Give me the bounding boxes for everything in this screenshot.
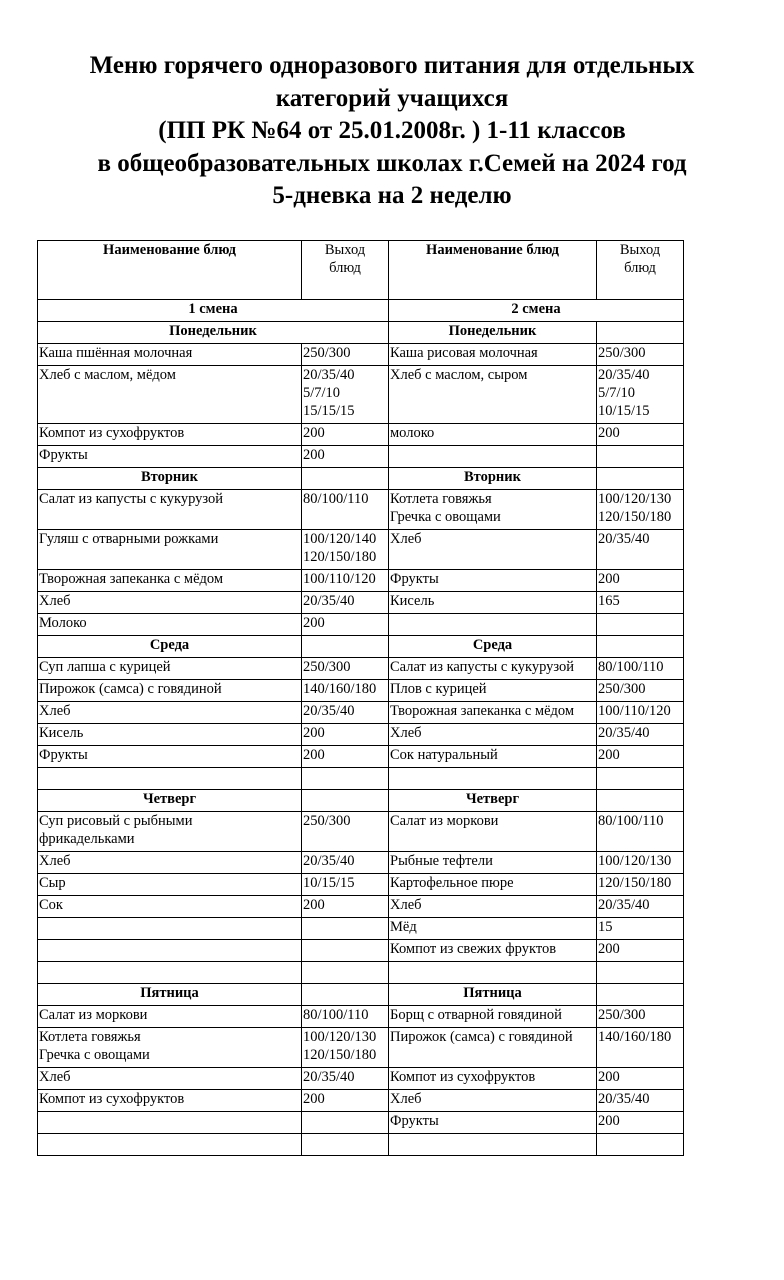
yield-shift1: [302, 1134, 389, 1156]
shift-row: [38, 300, 684, 322]
yield-shift1: 20/35/40 5/7/10 15/15/15: [302, 366, 389, 424]
yield-shift1: 200: [302, 724, 389, 746]
title-line: Меню горячего одноразового питания для отдельных: [89, 52, 695, 79]
menu-row: [38, 918, 684, 940]
menu-row: [38, 852, 684, 874]
yield-shift2: 20/35/40: [597, 724, 684, 746]
yield-shift2: 200: [597, 746, 684, 768]
dish-shift2: Хлеб с маслом, сыром: [389, 366, 597, 424]
title-line: в общеобразовательных школах г.Семей на 2024 год: [97, 149, 687, 177]
menu-table: [37, 240, 684, 1156]
dish-shift2: [389, 1134, 597, 1156]
dish-shift2: Хлеб: [389, 530, 597, 570]
empty-cell: [302, 984, 389, 1006]
dish-shift1: Салат из моркови: [38, 1006, 302, 1028]
yield-shift2: 200: [597, 1112, 684, 1134]
dish-shift2: Хлеб: [389, 724, 597, 746]
menu-row: [38, 1068, 684, 1090]
day-label-shift2: Вторник: [389, 468, 597, 490]
yield-shift1: 20/35/40: [302, 1068, 389, 1090]
dish-shift1: [38, 768, 302, 790]
dish-shift1: Пирожок (самса) с говядиной: [38, 680, 302, 702]
yield-shift1: 250/300: [302, 344, 389, 366]
day-row: [38, 790, 684, 812]
column-header-yield-shift2: Выход блюд: [597, 241, 684, 300]
dish-shift2: Салат из моркови: [389, 812, 597, 852]
dish-shift2: Рыбные тефтели: [389, 852, 597, 874]
yield-shift2: 80/100/110: [597, 812, 684, 852]
yield-shift1: 100/110/120: [302, 570, 389, 592]
dish-shift1: Фрукты: [38, 746, 302, 768]
yield-shift2: 100/110/120: [597, 702, 684, 724]
day-label-shift1: Вторник: [38, 468, 302, 490]
yield-shift2: 20/35/40: [597, 896, 684, 918]
document-title: [0, 50, 784, 213]
dish-shift2: Салат из капусты с кукурузой: [389, 658, 597, 680]
dish-shift1: Молоко: [38, 614, 302, 636]
dish-shift1: Фрукты: [38, 446, 302, 468]
menu-row: [38, 446, 684, 468]
dish-shift1: Сок: [38, 896, 302, 918]
menu-row: [38, 1134, 684, 1156]
yield-shift2: 250/300: [597, 344, 684, 366]
day-label-shift1: Пятница: [38, 984, 302, 1006]
yield-shift1: 10/15/15: [302, 874, 389, 896]
title-line: (ПП РК №64 от 25.01.2008г. ) 1-11 классов: [158, 117, 626, 144]
dish-shift1: Хлеб: [38, 702, 302, 724]
menu-row: [38, 530, 684, 570]
dish-shift2: Хлеб: [389, 896, 597, 918]
dish-shift2: Фрукты: [389, 1112, 597, 1134]
yield-shift2: 20/35/40: [597, 530, 684, 570]
yield-shift1: 80/100/110: [302, 490, 389, 530]
dish-shift2: [389, 446, 597, 468]
yield-shift2: 250/300: [597, 1006, 684, 1028]
shift2-label: 2 смена: [389, 300, 684, 322]
yield-shift1: 200: [302, 614, 389, 636]
dish-shift2: Мёд: [389, 918, 597, 940]
dish-shift2: Пирожок (самса) с говядиной: [389, 1028, 597, 1068]
yield-shift1: [302, 1112, 389, 1134]
empty-cell: [597, 984, 684, 1006]
menu-row: [38, 1028, 684, 1068]
empty-cell: [302, 468, 389, 490]
dish-shift2: Кисель: [389, 592, 597, 614]
yield-shift2: 200: [597, 424, 684, 446]
dish-shift2: Картофельное пюре: [389, 874, 597, 896]
yield-shift1: 20/35/40: [302, 702, 389, 724]
column-header-yield-shift1: Выход блюд: [302, 241, 389, 300]
dish-shift2: [389, 962, 597, 984]
shift1-label: 1 смена: [38, 300, 389, 322]
empty-cell: [597, 636, 684, 658]
menu-row: [38, 724, 684, 746]
yield-shift2: 20/35/40 5/7/10 10/15/15: [597, 366, 684, 424]
menu-row: [38, 1006, 684, 1028]
yield-shift1: 200: [302, 896, 389, 918]
menu-row: [38, 680, 684, 702]
yield-shift2: [597, 768, 684, 790]
dish-shift1: [38, 962, 302, 984]
yield-shift2: 165: [597, 592, 684, 614]
yield-shift2: 100/120/130: [597, 852, 684, 874]
day-row: [38, 468, 684, 490]
menu-row: [38, 940, 684, 962]
menu-row: [38, 424, 684, 446]
day-row: [38, 322, 684, 344]
menu-row: [38, 490, 684, 530]
menu-row: [38, 962, 684, 984]
menu-row: [38, 1090, 684, 1112]
empty-cell: [597, 468, 684, 490]
empty-cell: [597, 790, 684, 812]
dish-shift2: Сок натуральный: [389, 746, 597, 768]
yield-shift2: 20/35/40: [597, 1090, 684, 1112]
dish-shift1: Компот из сухофруктов: [38, 424, 302, 446]
dish-shift1: Хлеб: [38, 592, 302, 614]
yield-shift2: 200: [597, 1068, 684, 1090]
yield-shift2: 140/160/180: [597, 1028, 684, 1068]
yield-shift2: [597, 614, 684, 636]
yield-shift2: 15: [597, 918, 684, 940]
yield-shift1: 200: [302, 424, 389, 446]
menu-row: [38, 366, 684, 424]
yield-shift2: 120/150/180: [597, 874, 684, 896]
yield-shift2: 100/120/130 120/150/180: [597, 490, 684, 530]
dish-shift1: Суп лапша с курицей: [38, 658, 302, 680]
yield-shift1: 200: [302, 746, 389, 768]
menu-row: [38, 702, 684, 724]
yield-shift1: [302, 940, 389, 962]
dish-shift2: [389, 768, 597, 790]
day-label-shift2: Среда: [389, 636, 597, 658]
day-row: [38, 984, 684, 1006]
yield-shift2: 80/100/110: [597, 658, 684, 680]
yield-shift1: 250/300: [302, 658, 389, 680]
yield-shift1: 80/100/110: [302, 1006, 389, 1028]
dish-shift1: Кисель: [38, 724, 302, 746]
dish-shift1: [38, 1112, 302, 1134]
dish-shift1: [38, 1134, 302, 1156]
dish-shift2: Компот из сухофруктов: [389, 1068, 597, 1090]
yield-shift1: 200: [302, 446, 389, 468]
dish-shift2: Компот из свежих фруктов: [389, 940, 597, 962]
yield-shift2: [597, 962, 684, 984]
dish-shift1: Творожная запеканка с мёдом: [38, 570, 302, 592]
dish-shift2: [389, 614, 597, 636]
yield-shift1: [302, 768, 389, 790]
column-header-dish-shift1: Наименование блюд: [38, 241, 302, 300]
yield-shift1: [302, 962, 389, 984]
dish-shift1: [38, 940, 302, 962]
dish-shift2: молоко: [389, 424, 597, 446]
dish-shift1: Салат из капусты с кукурузой: [38, 490, 302, 530]
dish-shift2: Плов с курицей: [389, 680, 597, 702]
menu-row: [38, 746, 684, 768]
dish-shift1: Котлета говяжья Гречка с овощами: [38, 1028, 302, 1068]
yield-shift2: [597, 1134, 684, 1156]
yield-shift1: 250/300: [302, 812, 389, 852]
empty-cell: [302, 790, 389, 812]
yield-shift1: 140/160/180: [302, 680, 389, 702]
day-row: [38, 636, 684, 658]
menu-row: [38, 768, 684, 790]
column-header-dish-shift2: Наименование блюд: [389, 241, 597, 300]
day-label-shift1: Четверг: [38, 790, 302, 812]
dish-shift1: [38, 918, 302, 940]
menu-row: [38, 874, 684, 896]
menu-row: [38, 1112, 684, 1134]
yield-shift1: 100/120/140 120/150/180: [302, 530, 389, 570]
menu-row: [38, 658, 684, 680]
dish-shift1: Хлеб: [38, 1068, 302, 1090]
title-line: категорий учащихся: [275, 84, 509, 112]
yield-shift2: 250/300: [597, 680, 684, 702]
empty-cell: [597, 322, 684, 344]
empty-cell: [302, 636, 389, 658]
dish-shift1: Хлеб: [38, 852, 302, 874]
dish-shift2: Фрукты: [389, 570, 597, 592]
menu-row: [38, 592, 684, 614]
title-line: 5-дневка на 2 неделю: [272, 182, 512, 209]
yield-shift2: [597, 446, 684, 468]
dish-shift2: Творожная запеканка с мёдом: [389, 702, 597, 724]
dish-shift2: Каша рисовая молочная: [389, 344, 597, 366]
dish-shift1: Компот из сухофруктов: [38, 1090, 302, 1112]
yield-shift1: [302, 918, 389, 940]
dish-shift2: Хлеб: [389, 1090, 597, 1112]
day-label-shift2: Четверг: [389, 790, 597, 812]
day-label-shift2: Понедельник: [389, 322, 597, 344]
yield-shift2: 200: [597, 570, 684, 592]
dish-shift1: Хлеб с маслом, мёдом: [38, 366, 302, 424]
yield-shift1: 20/35/40: [302, 592, 389, 614]
yield-shift1: 200: [302, 1090, 389, 1112]
menu-row: [38, 896, 684, 918]
menu-row: [38, 344, 684, 366]
dish-shift2: Борщ с отварной говядиной: [389, 1006, 597, 1028]
dish-shift1: Суп рисовый с рыбными фрикадельками: [38, 812, 302, 852]
dish-shift1: Сыр: [38, 874, 302, 896]
dish-shift1: Гуляш с отварными рожками: [38, 530, 302, 570]
dish-shift1: Каша пшённая молочная: [38, 344, 302, 366]
header-row: [38, 241, 684, 300]
day-label-shift2: Пятница: [389, 984, 597, 1006]
yield-shift1: 20/35/40: [302, 852, 389, 874]
menu-row: [38, 570, 684, 592]
menu-row: [38, 812, 684, 852]
yield-shift1: 100/120/130 120/150/180: [302, 1028, 389, 1068]
day-label-shift1: Понедельник: [38, 322, 389, 344]
dish-shift2: Котлета говяжья Гречка с овощами: [389, 490, 597, 530]
day-label-shift1: Среда: [38, 636, 302, 658]
menu-row: [38, 614, 684, 636]
yield-shift2: 200: [597, 940, 684, 962]
